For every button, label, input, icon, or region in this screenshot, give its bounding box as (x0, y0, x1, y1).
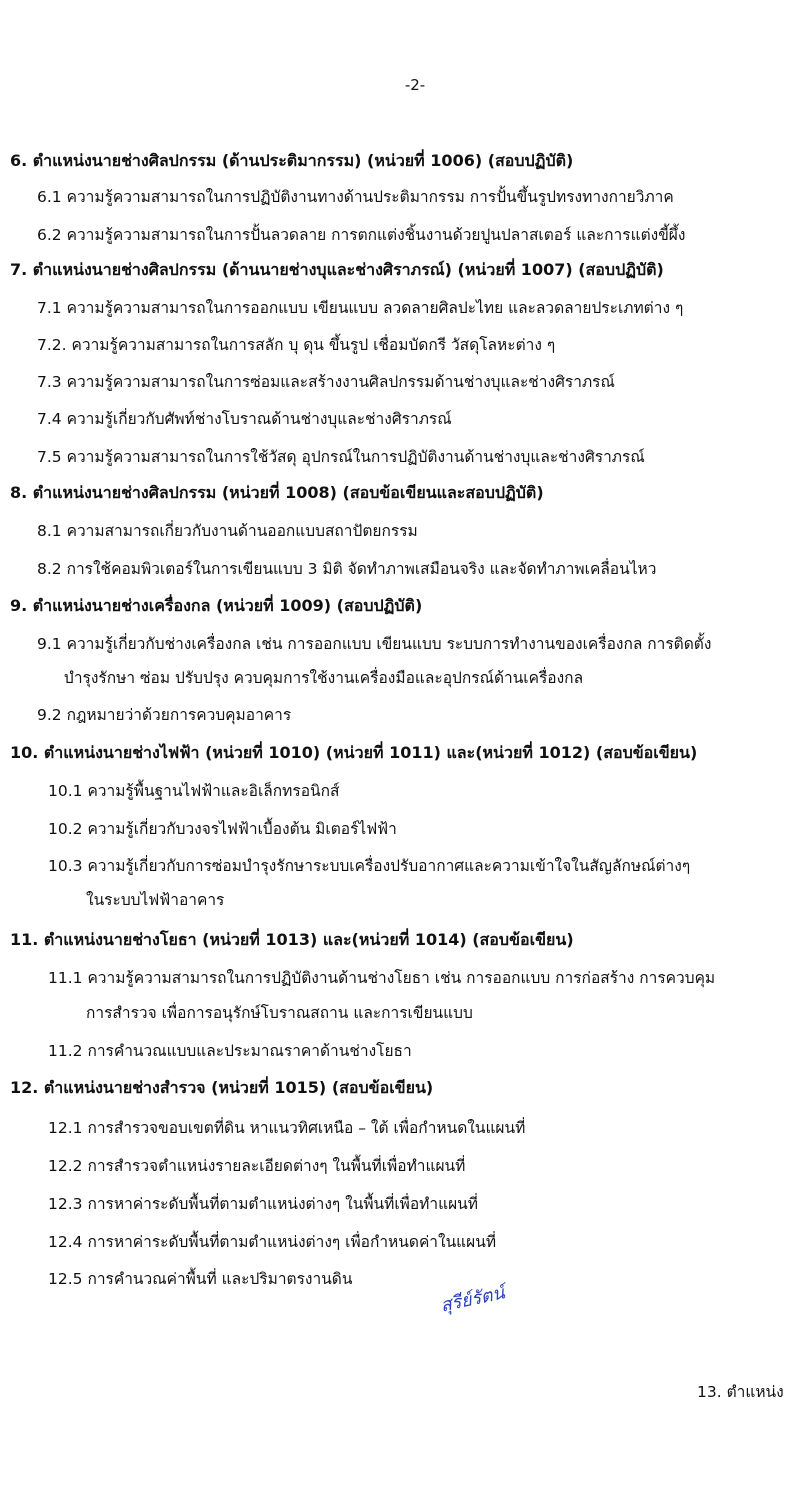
item-12-2: 12.2 การสำรวจตำแหน่งรายละเอียดต่างๆ ในพื้นที่เพื่อทำแผนที่ (48, 1157, 466, 1175)
item-12-5: 12.5 การคำนวณค่าพื้นที่ และปริมาตรงานดิน (48, 1270, 353, 1288)
item-7-3: 7.3 ความรู้ความสามารถในการซ่อมและสร้างงานศิลปกรรมด้านช่างบุและช่างศิราภรณ์ (37, 373, 615, 391)
item-10-1: 10.1 ความรู้พื้นฐานไฟฟ้าและอิเล็กทรอนิกส์ (48, 782, 340, 800)
item-8-1: 8.1 ความสามารถเกี่ยวกับงานด้านออกแบบสถาปัตยกรรม (37, 522, 418, 540)
item-6-1: 6.1 ความรู้ความสามารถในการปฏิบัติงานทางด้านประติมากรรม การปั้นขึ้นรูปทรงทางกายวิภาค (37, 188, 674, 206)
item-12-3: 12.3 การหาค่าระดับพื้นที่ตามตำแหน่งต่างๆ ในพื้นที่เพื่อทำแผนที่ (48, 1195, 478, 1213)
item-6-2: 6.2 ความรู้ความสามารถในการปั้นลวดลาย การตกแต่งชิ้นงานด้วยปูนปลาสเตอร์ และการแต่งขี้ผึ้ง (37, 226, 686, 244)
heading-6: 6. ตำแหน่งนายช่างศิลปกรรม (ด้านประติมากรรม) (หน่วยที่ 1006) (สอบปฏิบัติ) (10, 151, 574, 170)
item-9-1-cont: บำรุงรักษา ซ่อม ปรับปรุง ควบคุมการใช้งานเครื่องมือและอุปกรณ์ด้านเครื่องกล (64, 669, 584, 687)
item-11-2: 11.2 การคำนวณแบบและประมาณราคาด้านช่างโยธา (48, 1042, 412, 1060)
item-10-3-cont: ในระบบไฟฟ้าอาคาร (86, 891, 225, 909)
page-number: -2- (404, 76, 426, 94)
heading-11: 11. ตำแหน่งนายช่างโยธา (หน่วยที่ 1013) และ(หน่วยที่ 1014) (สอบข้อเขียน) (10, 930, 574, 949)
item-7-4: 7.4 ความรู้เกี่ยวกับศัพท์ช่างโบราณด้านช่างบุและช่างศิราภรณ์ (37, 410, 452, 428)
handwritten-signature: สุรีย์รัตน์ (438, 1282, 507, 1317)
item-11-1-cont: การสำรวจ เพื่อการอนุรักษ์โบราณสถาน และการเขียนแบบ (86, 1004, 473, 1022)
item-7-5: 7.5 ความรู้ความสามารถในการใช้วัสดุ อุปกรณ์ในการปฏิบัติงานด้านช่างบุและช่างศิราภรณ์ (37, 448, 645, 466)
item-10-2: 10.2 ความรู้เกี่ยวกับวงจรไฟฟ้าเบื้องต้น มิเตอร์ไฟฟ้า (48, 820, 397, 838)
heading-10: 10. ตำแหน่งนายช่างไฟฟ้า (หน่วยที่ 1010) (หน่วยที่ 1011) และ(หน่วยที่ 1012) (สอบข้อเขียน) (10, 743, 698, 762)
heading-9: 9. ตำแหน่งนายช่างเครื่องกล (หน่วยที่ 1009) (สอบปฏิบัติ) (10, 596, 423, 615)
item-9-2: 9.2 กฎหมายว่าด้วยการควบคุมอาคาร (37, 706, 292, 724)
item-7-1: 7.1 ความรู้ความสามารถในการออกแบบ เขียนแบบ ลวดลายศิลปะไทย และลวดลายประเภทต่าง ๆ (37, 299, 684, 317)
item-12-4: 12.4 การหาค่าระดับพื้นที่ตามตำแหน่งต่างๆ เพื่อกำหนดค่าในแผนที่ (48, 1233, 497, 1251)
item-8-2: 8.2 การใช้คอมพิวเตอร์ในการเขียนแบบ 3 มิติ จัดทำภาพเสมือนจริง และจัดทำภาพเคลื่อนไหว (37, 560, 657, 578)
heading-8: 8. ตำแหน่งนายช่างศิลปกรรม (หน่วยที่ 1008) (สอบข้อเขียนและสอบปฏิบัติ) (10, 483, 544, 502)
next-page-continuation: 13. ตำแหน่ง (697, 1383, 784, 1401)
item-11-1: 11.1 ความรู้ความสามารถในการปฏิบัติงานด้านช่างโยธา เช่น การออกแบบ การก่อสร้าง การควบคุม (48, 969, 716, 987)
heading-12: 12. ตำแหน่งนายช่างสำรวจ (หน่วยที่ 1015) (สอบข้อเขียน) (10, 1078, 434, 1097)
item-7-2: 7.2. ความรู้ความสามารถในการสลัก บุ ดุน ขึ้นรูป เชื่อมบัดกรี วัสดุโลหะต่าง ๆ (37, 336, 556, 354)
item-9-1: 9.1 ความรู้เกี่ยวกับช่างเครื่องกล เช่น การออกแบบ เขียนแบบ ระบบการทำงานของเครื่องกล การติดตั้ง (37, 635, 712, 653)
item-10-3: 10.3 ความรู้เกี่ยวกับการซ่อมบำรุงรักษาระบบเครื่องปรับอากาศและความเข้าใจในสัญลักษณ์ต่างๆ (48, 857, 691, 875)
item-12-1: 12.1 การสำรวจขอบเขตที่ดิน หาแนวทิศเหนือ – ใต้ เพื่อกำหนดในแผนที่ (48, 1119, 526, 1137)
heading-7: 7. ตำแหน่งนายช่างศิลปกรรม (ด้านนายช่างบุและช่างศิราภรณ์) (หน่วยที่ 1007) (สอบปฏิบัติ) (10, 260, 664, 279)
